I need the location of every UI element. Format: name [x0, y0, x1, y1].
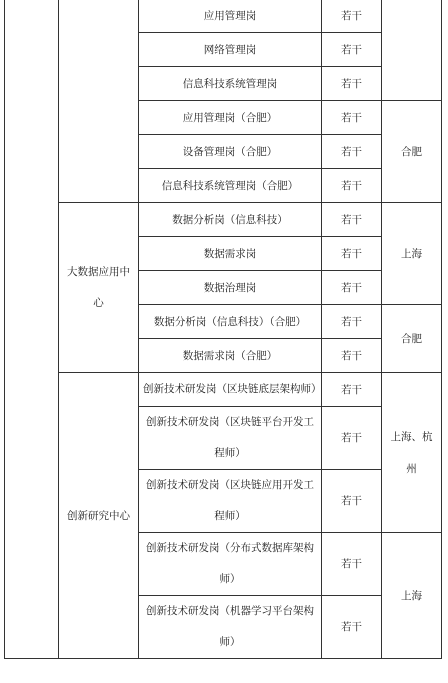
position-cell: 数据治理岗: [139, 271, 322, 305]
position-cell: 创新技术研发岗（区块链应用开发工程师）: [139, 470, 322, 533]
position-cell: 数据分析岗（信息科技）: [139, 203, 322, 237]
table-row: [5, 373, 442, 407]
position-cell: 创新技术研发岗（区块链平台开发工程师）: [139, 407, 322, 470]
department-cell: [59, 0, 139, 203]
department-cell: 大数据应用中心: [59, 203, 139, 373]
count-cell: 若干: [322, 596, 382, 659]
position-cell: 数据需求岗: [139, 237, 322, 271]
location-cell: [382, 0, 442, 101]
position-cell: 设备管理岗（合肥）: [139, 135, 322, 169]
count-cell: 若干: [322, 203, 382, 237]
count-cell: 若干: [322, 271, 382, 305]
position-cell: 网络管理岗: [139, 33, 322, 67]
count-cell: 若干: [322, 305, 382, 339]
count-cell: 若干: [322, 67, 382, 101]
table-row: [5, 203, 442, 237]
count-cell: 若干: [322, 533, 382, 596]
location-cell: 合肥: [382, 305, 442, 373]
count-cell: 若干: [322, 237, 382, 271]
location-cell: 合肥: [382, 101, 442, 203]
position-cell: 创新技术研发岗（区块链底层架构师）: [139, 373, 322, 407]
position-cell: 创新技术研发岗（分布式数据库架构师）: [139, 533, 322, 596]
position-cell: 应用管理岗（合肥）: [139, 101, 322, 135]
recruitment-table: [4, 0, 442, 659]
location-cell: 上海、杭州: [382, 373, 442, 533]
position-cell: 信息科技系统管理岗（合肥）: [139, 169, 322, 203]
location-cell: 上海: [382, 203, 442, 305]
position-cell: 创新技术研发岗（机器学习平台架构师）: [139, 596, 322, 659]
department-cell: 创新研究中心: [59, 373, 139, 659]
count-cell: 若干: [322, 0, 382, 33]
position-cell: 数据分析岗（信息科技）（合肥）: [139, 305, 322, 339]
count-cell: 若干: [322, 101, 382, 135]
count-cell: 若干: [322, 135, 382, 169]
location-cell: 上海: [382, 533, 442, 659]
table-row: [5, 0, 442, 33]
count-cell: 若干: [322, 407, 382, 470]
count-cell: 若干: [322, 169, 382, 203]
position-cell: 信息科技系统管理岗: [139, 67, 322, 101]
position-cell: 数据需求岗（合肥）: [139, 339, 322, 373]
category-column-cell: [5, 0, 59, 659]
count-cell: 若干: [322, 339, 382, 373]
position-cell: 应用管理岗: [139, 0, 322, 33]
count-cell: 若干: [322, 373, 382, 407]
count-cell: 若干: [322, 470, 382, 533]
count-cell: 若干: [322, 33, 382, 67]
